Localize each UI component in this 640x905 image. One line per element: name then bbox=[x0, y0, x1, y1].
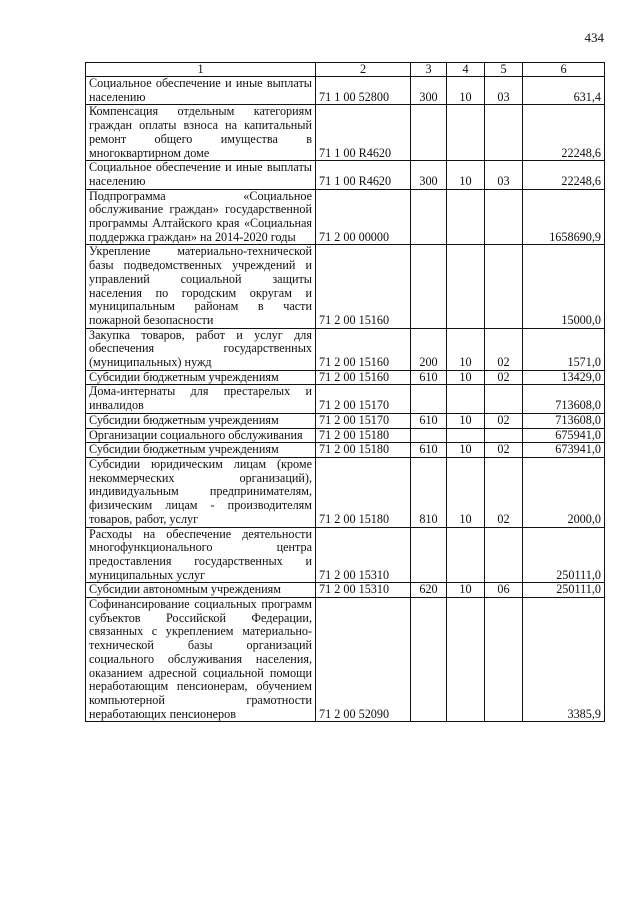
header-col-5: 5 bbox=[485, 63, 523, 77]
table-body bbox=[86, 77, 605, 722]
row-col-4 bbox=[447, 385, 485, 413]
row-col-3: 300 bbox=[411, 77, 447, 105]
row-code: 71 2 00 00000 bbox=[316, 189, 411, 245]
row-col-4 bbox=[447, 245, 485, 328]
row-col-5 bbox=[485, 189, 523, 245]
table-row bbox=[86, 428, 605, 443]
row-amount: 631,4 bbox=[523, 77, 605, 105]
header-col-2: 2 bbox=[316, 63, 411, 77]
row-name: Компенсация отдельным категориям граждан оплаты взноса на капитальный ремонт общего имущества в многоквартирном доме bbox=[86, 105, 316, 161]
budget-table bbox=[85, 62, 605, 722]
row-col-4: 10 bbox=[447, 413, 485, 428]
row-col-4: 10 bbox=[447, 583, 485, 598]
row-name: Подпрограмма «Социальное обслуживание граждан» государственной программы Алтайского края «Социальная поддержка граждан» на 2014-2020 годы bbox=[86, 189, 316, 245]
row-col-5 bbox=[485, 527, 523, 583]
table-header-row bbox=[86, 63, 605, 77]
row-col-4 bbox=[447, 598, 485, 722]
row-amount: 1571,0 bbox=[523, 328, 605, 370]
table-row bbox=[86, 161, 605, 189]
row-col-5: 02 bbox=[485, 413, 523, 428]
row-col-3 bbox=[411, 105, 447, 161]
row-name: Расходы на обеспечение деятельности многофункционального центра предоставления государственных и муниципальных услуг bbox=[86, 527, 316, 583]
row-col-5 bbox=[485, 105, 523, 161]
row-col-3: 610 bbox=[411, 413, 447, 428]
table-row bbox=[86, 189, 605, 245]
row-code: 71 2 00 15160 bbox=[316, 328, 411, 370]
row-amount: 713608,0 bbox=[523, 413, 605, 428]
table-row bbox=[86, 77, 605, 105]
row-code: 71 2 00 15160 bbox=[316, 370, 411, 385]
row-col-5: 02 bbox=[485, 457, 523, 527]
row-name: Субсидии бюджетным учреждениям bbox=[86, 443, 316, 458]
row-col-5 bbox=[485, 245, 523, 328]
row-col-3: 200 bbox=[411, 328, 447, 370]
row-name: Организации социального обслуживания bbox=[86, 428, 316, 443]
row-col-4 bbox=[447, 189, 485, 245]
table-row bbox=[86, 457, 605, 527]
row-name: Социальное обеспечение и иные выплаты населению bbox=[86, 77, 316, 105]
row-col-3: 810 bbox=[411, 457, 447, 527]
row-col-4: 10 bbox=[447, 443, 485, 458]
row-col-5 bbox=[485, 598, 523, 722]
table-row bbox=[86, 413, 605, 428]
row-col-3 bbox=[411, 189, 447, 245]
row-col-4: 10 bbox=[447, 77, 485, 105]
row-code: 71 2 00 15170 bbox=[316, 385, 411, 413]
row-col-3 bbox=[411, 245, 447, 328]
table-row bbox=[86, 328, 605, 370]
row-col-4 bbox=[447, 105, 485, 161]
row-col-3 bbox=[411, 385, 447, 413]
table-row bbox=[86, 443, 605, 458]
row-amount: 713608,0 bbox=[523, 385, 605, 413]
row-amount: 673941,0 bbox=[523, 443, 605, 458]
table-row bbox=[86, 385, 605, 413]
row-code: 71 2 00 52090 bbox=[316, 598, 411, 722]
row-code: 71 2 00 15170 bbox=[316, 413, 411, 428]
table-row bbox=[86, 583, 605, 598]
row-name: Софинансирование социальных программ субъектов Российской Федерации, связанных с укреплением материально-технической базы организаций социального обслуживания населения, оказанием адресной социальной помощи неработающим пенсионерам, обучением компьютерной грамотности неработающих пенсионеров bbox=[86, 598, 316, 722]
row-col-3: 610 bbox=[411, 443, 447, 458]
row-code: 71 1 00 R4620 bbox=[316, 105, 411, 161]
page-number: 434 bbox=[584, 30, 604, 45]
row-col-5: 02 bbox=[485, 328, 523, 370]
row-code: 71 1 00 52800 bbox=[316, 77, 411, 105]
table-row bbox=[86, 370, 605, 385]
row-col-4 bbox=[447, 428, 485, 443]
row-col-3: 620 bbox=[411, 583, 447, 598]
header-col-1: 1 bbox=[86, 63, 316, 77]
row-amount: 15000,0 bbox=[523, 245, 605, 328]
row-col-4: 10 bbox=[447, 161, 485, 189]
table-row bbox=[86, 105, 605, 161]
header-col-6: 6 bbox=[523, 63, 605, 77]
row-name: Субсидии бюджетным учреждениям bbox=[86, 370, 316, 385]
row-col-3: 300 bbox=[411, 161, 447, 189]
row-col-4 bbox=[447, 527, 485, 583]
row-name: Укрепление материально-технической базы подведомственных учреждений и управлений социальной защиты населения по городским округам и муниципальным районам в части пожарной безопасности bbox=[86, 245, 316, 328]
row-amount: 250111,0 bbox=[523, 527, 605, 583]
row-amount: 1658690,9 bbox=[523, 189, 605, 245]
row-amount: 22248,6 bbox=[523, 161, 605, 189]
row-code: 71 2 00 15180 bbox=[316, 428, 411, 443]
row-name: Субсидии бюджетным учреждениям bbox=[86, 413, 316, 428]
row-name: Субсидии автономным учреждениям bbox=[86, 583, 316, 598]
row-name: Субсидии юридическим лицам (кроме некоммерческих организаций), индивидуальным предпринимателям, физическим лицам - производителям товаров, работ, услуг bbox=[86, 457, 316, 527]
row-col-5 bbox=[485, 428, 523, 443]
row-name: Закупка товаров, работ и услуг для обеспечения государственных (муниципальных) нужд bbox=[86, 328, 316, 370]
row-amount: 2000,0 bbox=[523, 457, 605, 527]
row-code: 71 1 00 R4620 bbox=[316, 161, 411, 189]
row-col-3 bbox=[411, 527, 447, 583]
table-row bbox=[86, 245, 605, 328]
row-code: 71 2 00 15180 bbox=[316, 457, 411, 527]
row-col-4: 10 bbox=[447, 457, 485, 527]
row-code: 71 2 00 15310 bbox=[316, 583, 411, 598]
row-name: Социальное обеспечение и иные выплаты населению bbox=[86, 161, 316, 189]
row-col-5 bbox=[485, 385, 523, 413]
row-col-5: 03 bbox=[485, 161, 523, 189]
table-row bbox=[86, 598, 605, 722]
row-amount: 22248,6 bbox=[523, 105, 605, 161]
row-col-4: 10 bbox=[447, 370, 485, 385]
table-row bbox=[86, 527, 605, 583]
row-col-3 bbox=[411, 598, 447, 722]
row-col-4: 10 bbox=[447, 328, 485, 370]
row-code: 71 2 00 15180 bbox=[316, 443, 411, 458]
header-col-4: 4 bbox=[447, 63, 485, 77]
row-name: Дома-интернаты для престарелых и инвалидов bbox=[86, 385, 316, 413]
row-code: 71 2 00 15160 bbox=[316, 245, 411, 328]
row-amount: 250111,0 bbox=[523, 583, 605, 598]
row-amount: 675941,0 bbox=[523, 428, 605, 443]
row-col-3: 610 bbox=[411, 370, 447, 385]
row-col-3 bbox=[411, 428, 447, 443]
row-amount: 3385,9 bbox=[523, 598, 605, 722]
row-col-5: 06 bbox=[485, 583, 523, 598]
row-col-5: 03 bbox=[485, 77, 523, 105]
row-col-5: 02 bbox=[485, 370, 523, 385]
row-code: 71 2 00 15310 bbox=[316, 527, 411, 583]
row-amount: 13429,0 bbox=[523, 370, 605, 385]
header-col-3: 3 bbox=[411, 63, 447, 77]
row-col-5: 02 bbox=[485, 443, 523, 458]
